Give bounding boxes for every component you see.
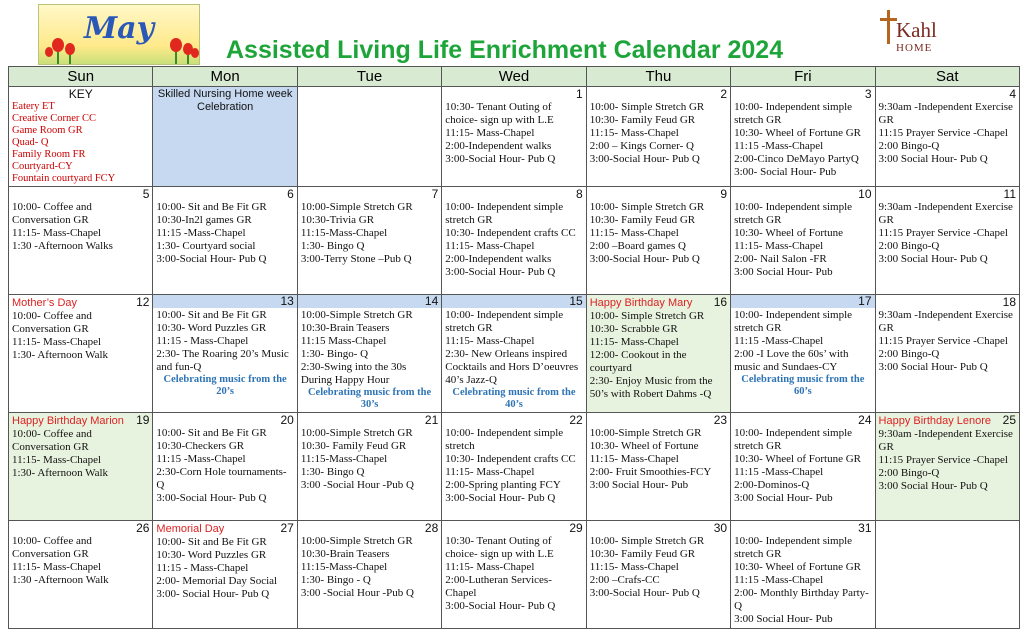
activity-line: 3:00 Social Hour- Pub (589, 479, 689, 491)
page-title: Assisted Living Life Enrichment Calendar 2024 (226, 36, 784, 64)
day-cell[interactable] (9, 413, 153, 521)
day-number: 31 (858, 521, 872, 535)
activity-line: 2:30- Enjoy Music from the 50’s with Robert Dahms -Q (589, 375, 713, 400)
activity-line: 3:00-Social Hour- Pub Q (589, 253, 700, 265)
activity-line: 2:00-Independent walks (445, 253, 552, 265)
activity-line: 2:00 Bingo-Q (878, 140, 940, 152)
activity-line: 2:30- New Orleans inspired Cocktails and Hors D’oeuvres 40’s Jazz-Q (445, 348, 579, 386)
activity-line: 9:30am -Independent Exercise GR (878, 428, 1013, 453)
activity-line: 10:30-Trivia GR (300, 214, 375, 226)
activity-line: 3:00 Social Hour- Pub Q (878, 153, 988, 165)
day-cell[interactable] (153, 187, 297, 295)
activity-line: 1:30- Bingo Q (300, 466, 365, 478)
activity-line: 2:00- Memorial Day Social (156, 575, 278, 587)
activity-line: 11:15 -Mass-Chapel (156, 453, 246, 465)
activity-line: 2:00-Independent walks (445, 140, 552, 152)
activity-line: 11:15-Mass-Chapel (300, 561, 388, 573)
day-cell[interactable] (586, 87, 730, 187)
logo-name: Kahl (896, 18, 937, 42)
day-number: 16 (713, 295, 728, 309)
weekday-header: Tue (297, 67, 441, 87)
day-note: Happy Birthday Lenore (878, 415, 992, 427)
activity-line: 10:00- Coffee and Conversation GR (12, 310, 92, 335)
day-header (590, 296, 727, 310)
day-number: 21 (424, 413, 439, 427)
key-item: Family Room FR (12, 149, 86, 160)
weekday-header: Fri (731, 67, 875, 87)
activity-line: 10:30- Wheel of Fortune GR (734, 127, 861, 139)
activity-line: 2:00 – Kings Corner- Q (589, 140, 694, 152)
activity-line: 10:30- Wheel of Fortune GR (734, 561, 861, 573)
activity-line: 2:30-Corn Hole tournaments-Q (156, 466, 287, 491)
activity-line: 10:30-Brain Teasers (300, 548, 390, 560)
day-cell[interactable] (442, 413, 586, 521)
day-number: 7 (431, 187, 439, 201)
activity-line: 2:00- Fruit Smoothies-FCY (589, 466, 712, 478)
day-cell[interactable] (875, 295, 1019, 413)
activity-line: 11:15- Mass-Chapel (734, 240, 824, 252)
key-item: Eatery ET (12, 101, 55, 112)
day-number: 28 (424, 521, 439, 535)
activity-line: 3:00-Social Hour- Pub Q (445, 600, 556, 612)
activity-line: 11:15 Prayer Service -Chapel (878, 454, 1008, 466)
activity-line: 11:15 -Mass-Chapel (734, 140, 824, 152)
day-number: 14 (298, 295, 441, 308)
activity-line: 2:00 –Board games Q (589, 240, 686, 252)
day-cell[interactable] (297, 187, 441, 295)
activity-line: 3:00-Social Hour- Pub Q (589, 587, 700, 599)
activity-line: 10:00- Independent simple stretch GR (734, 309, 853, 334)
activity-line: 2:00- Nail Salon -FR (734, 253, 827, 265)
day-cell[interactable] (586, 413, 730, 521)
day-cell[interactable] (442, 187, 586, 295)
activity-line: 10:30-In2l games GR (156, 214, 252, 226)
celebration-note: Celebrating music from the 30’s (307, 387, 432, 410)
day-number: 5 (142, 187, 150, 201)
activity-line: 11:15- Mass-Chapel (589, 336, 679, 348)
activity-line: 10:00- Sit and Be Fit GR (156, 536, 267, 548)
activity-line: 10:00- Sit and Be Fit GR (156, 427, 267, 439)
activity-line: 1:30 -Afternoon Walks (12, 240, 113, 252)
activity-line: 11:15- Mass-Chapel (445, 466, 535, 478)
activity-line: 11:15 -Mass-Chapel (734, 335, 824, 347)
activity-line: 2:00 -I Love the 60s’ with music and Sundaes-CY (734, 348, 849, 373)
activity-line: 10:00-Simple Stretch GR (300, 535, 413, 547)
day-number: 2 (720, 87, 728, 101)
activity-line: 1:30- Afternoon Walk (12, 467, 109, 479)
day-number: 26 (136, 521, 150, 535)
activity-line: 10:00- Independent simple stretch GR (734, 427, 853, 452)
day-header (12, 414, 149, 428)
activity-line: 10:30- Tenant Outing of choice- sign up with L.E (445, 101, 554, 126)
activity-line: 12:00- Cookout in the courtyard (589, 349, 687, 374)
day-cell[interactable] (731, 87, 875, 187)
activity-line: 9:30am -Independent Exercise GR (878, 201, 1013, 226)
activity-line: 1:30- Bingo- Q (300, 348, 369, 360)
day-number: 3 (864, 87, 872, 101)
activity-line: 11:15- Mass-Chapel (12, 336, 102, 348)
activity-line: 3:00-Terry Stone –Pub Q (300, 253, 412, 265)
activity-line: 10:30- Independent crafts CC (445, 227, 576, 239)
activity-line: 10:30- Family Feud GR (589, 214, 696, 226)
activity-line: 2:00-Lutheran Services-Chapel (445, 574, 552, 599)
activity-line: 10:00- Sit and Be Fit GR (156, 309, 267, 321)
day-number: 25 (1002, 413, 1016, 427)
activity-line: 3:00-Social Hour- Pub Q (156, 492, 267, 504)
day-cell[interactable] (586, 295, 730, 413)
activity-line: 10:30-Checkers GR (156, 440, 245, 452)
activity-line: 11:15- Mass-Chapel (445, 240, 535, 252)
activity-line: 3:00 Social Hour- Pub (734, 492, 833, 504)
activity-line: 10:00- Independent simple stretch GR (445, 201, 564, 226)
activity-line: 2:00-Spring planting FCY (445, 479, 561, 491)
day-cell[interactable] (153, 413, 297, 521)
calendar-grid (8, 66, 1020, 629)
day-number: 11 (1003, 187, 1016, 201)
activity-line: 11:15- Mass-Chapel (589, 453, 679, 465)
activity-line: 2:00 Bingo-Q (878, 240, 940, 252)
activity-line: 11:15- Mass-Chapel (589, 227, 679, 239)
activity-line: 3:00 Social Hour- Pub Q (878, 361, 988, 373)
activity-line: 1:30- Bingo Q (300, 240, 365, 252)
day-cell[interactable] (9, 187, 153, 295)
key-item: Creative Corner CC (12, 113, 96, 124)
activity-line: 10:00- Independent simple stretch GR (445, 309, 564, 334)
activity-line: 3:00-Social Hour- Pub Q (445, 492, 556, 504)
month-banner (38, 4, 200, 65)
activity-line: 10:00- Simple Stretch GR (589, 101, 705, 113)
activity-line: 1:30 -Afternoon Walk (12, 574, 109, 586)
activity-line: 10:00- Coffee and Conversation GR (12, 428, 92, 453)
day-cell[interactable] (586, 187, 730, 295)
day-number: 30 (713, 521, 728, 535)
activity-line: 11:15-Mass-Chapel (300, 453, 388, 465)
day-note: Memorial Day (156, 523, 225, 535)
activity-line: 10:00-Simple Stretch GR (300, 427, 413, 439)
day-cell[interactable] (9, 295, 153, 413)
activity-line: 11:15 - Mass-Chapel (156, 335, 249, 347)
activity-line: 10:30- Wheel of Fortune (589, 440, 699, 452)
day-number: 18 (1002, 295, 1016, 309)
activity-line: 10:00- Independent simple stretch GR (734, 101, 853, 126)
activity-line: 11:15-Mass-Chapel (300, 227, 388, 239)
activity-line: 11:15 -Mass-Chapel (156, 227, 246, 239)
day-cell[interactable] (875, 187, 1019, 295)
activity-line: 10:30- Wheel of Fortune GR (734, 453, 861, 465)
activity-line: 3:00 Social Hour- Pub (734, 266, 833, 278)
day-note: Happy Birthday Marion (12, 415, 124, 427)
day-cell[interactable] (731, 295, 875, 413)
day-cell[interactable] (875, 87, 1019, 187)
activity-line: 11:15- Mass-Chapel (589, 561, 679, 573)
day-cell[interactable] (731, 413, 875, 521)
activity-line: 10:00- Coffee and Conversation GR (12, 535, 92, 560)
empty-day-cell (875, 521, 1019, 629)
activity-line: 3:00-Social Hour- Pub Q (445, 153, 556, 165)
activity-line: 10:30- Word Puzzles GR (156, 549, 267, 561)
skilled-nursing-text: Skilled Nursing Home week Celebration (157, 88, 293, 113)
month-label: May (83, 11, 155, 46)
activity-line: 10:30- Tenant Outing of choice- sign up with L.E (445, 535, 554, 560)
activity-line: 2:30- The Roaring 20’s Music and fun-Q (156, 348, 289, 373)
activity-line: 11:15- Mass-Chapel (589, 127, 679, 139)
activity-line: 11:15 Mass-Chapel (300, 335, 387, 347)
activity-line: 2:00 Bingo-Q (878, 467, 940, 479)
day-number: 15 (442, 295, 585, 308)
activity-line: 10:00-Simple Stretch GR (589, 427, 702, 439)
day-cell[interactable] (153, 295, 297, 413)
activity-line: 2:30-Swing into the 30s During Happy Hour (300, 361, 407, 386)
activity-line: 3:00- Social Hour- Pub (734, 166, 837, 178)
activity-line: 10:30- Family Feud GR (589, 114, 696, 126)
activity-line: 10:30-Brain Teasers (300, 322, 390, 334)
activity-line: 10:30- Family Feud GR (589, 548, 696, 560)
day-number: 9 (720, 187, 728, 201)
activity-line: 3:00-Social Hour- Pub Q (445, 266, 556, 278)
activity-line: 10:30- Family Feud GR (300, 440, 407, 452)
activity-line: 10:00- Simple Stretch GR (589, 201, 705, 213)
activity-line: 9:30am -Independent Exercise GR (878, 101, 1013, 126)
activity-line: 3:00 -Social Hour -Pub Q (300, 479, 414, 491)
weekday-header: Sun (9, 67, 153, 87)
activity-line: 1:30- Afternoon Walk (12, 349, 109, 361)
activity-line: 10:00-Simple Stretch GR (300, 201, 413, 213)
skilled-nursing-banner (153, 87, 297, 187)
activity-line: 10:30- Wheel of Fortune (734, 227, 843, 239)
day-cell[interactable] (9, 521, 153, 629)
activity-line: 2:00 –Crafs-CC (589, 574, 660, 586)
activity-line: 3:00- Social Hour- Pub Q (156, 588, 270, 600)
day-cell[interactable] (297, 521, 441, 629)
weekday-header: Mon (153, 67, 297, 87)
day-number: 20 (280, 413, 294, 427)
activity-line: 10:00- Simple Stretch GR (589, 310, 705, 322)
activity-line: 2:00- Monthly Birthday Party-Q (734, 587, 869, 612)
activity-line: 11:15- Mass-Chapel (12, 227, 102, 239)
day-cell[interactable] (875, 413, 1019, 521)
activity-line: 3:00 Social Hour- Pub Q (878, 480, 988, 492)
activity-line: 2:00-Dominos-Q (734, 479, 810, 491)
activity-line: 10:30- Scrabble GR (589, 323, 678, 335)
day-number: 10 (858, 187, 872, 201)
day-number: 27 (280, 521, 294, 535)
day-cell[interactable] (731, 187, 875, 295)
day-header (156, 522, 293, 536)
key-cell (9, 87, 153, 187)
day-cell[interactable] (153, 521, 297, 629)
day-number: 29 (569, 521, 583, 535)
activity-line: 11:15- Mass-Chapel (12, 454, 102, 466)
activity-line: 11:15 Prayer Service -Chapel (878, 227, 1008, 239)
activity-line: 11:15 -Mass-Chapel (734, 466, 824, 478)
celebration-note: Celebrating music from the 20’s (163, 374, 287, 397)
day-number: 1 (576, 87, 583, 101)
day-cell[interactable] (442, 295, 586, 413)
activity-line: 10:00- Sit and Be Fit GR (156, 201, 267, 213)
activity-line: 9:30am -Independent Exercise GR (878, 309, 1013, 334)
activity-line: 10:30- Independent crafts CC (445, 453, 576, 465)
key-title: KEY (68, 87, 93, 101)
day-note: Happy Birthday Mary (589, 297, 693, 309)
activity-line: 2:00 Bingo-Q (878, 348, 940, 360)
weekday-header: Wed (442, 67, 586, 87)
activity-line: 10:00-Simple Stretch GR (300, 309, 413, 321)
key-item: Fountain courtyard FCY (12, 173, 116, 184)
activity-line: 10:00- Independent simple stretch GR (734, 535, 853, 560)
activity-line: 11:15 Prayer Service -Chapel (878, 127, 1008, 139)
day-cell[interactable] (442, 521, 586, 629)
day-number: 23 (713, 413, 728, 427)
celebration-note: Celebrating music from the 40’s (452, 387, 576, 410)
activity-line: 1:30- Bingo - Q (300, 574, 371, 586)
activity-line: 11:15- Mass-Chapel (12, 561, 102, 573)
day-number: 13 (153, 295, 296, 308)
activity-line: 11:15 Prayer Service -Chapel (878, 335, 1008, 347)
logo-subtitle: HOME (896, 42, 933, 54)
day-header (879, 414, 1016, 428)
activity-line: 3:00-Social Hour- Pub Q (156, 253, 267, 265)
activity-line: 11:15- Mass-Chapel (445, 335, 535, 347)
day-number: 4 (1009, 87, 1016, 101)
activity-line: 3:00 Social Hour- Pub (734, 613, 833, 625)
day-number: 17 (731, 295, 874, 308)
day-number: 8 (576, 187, 583, 201)
key-item: Game Room GR (12, 125, 83, 136)
activity-line: 10:00- Simple Stretch GR (589, 535, 705, 547)
day-number: 19 (136, 413, 150, 427)
activity-line: 10:00- Independent simple stretch GR (734, 201, 853, 226)
activity-line: 3:00 Social Hour- Pub Q (878, 253, 988, 265)
day-cell[interactable] (586, 521, 730, 629)
key-item: Courtyard-CY (12, 161, 73, 172)
activity-line: 10:00- Coffee and Conversation GR (12, 201, 92, 226)
weekday-header: Sat (875, 67, 1019, 87)
activity-line: 11:15- Mass-Chapel (445, 561, 535, 573)
day-number: 12 (136, 295, 150, 309)
weekday-header: Thu (586, 67, 730, 87)
day-cell[interactable] (731, 521, 875, 629)
day-cell[interactable] (442, 87, 586, 187)
day-number: 6 (287, 187, 294, 201)
activity-line: 2:00-Cinco DeMayo PartyQ (734, 153, 859, 165)
kahl-home-logo (876, 8, 948, 58)
empty-day-cell (297, 87, 441, 187)
activity-line: 1:30- Courtyard social (156, 240, 256, 252)
day-number: 22 (569, 413, 583, 427)
day-number: 24 (858, 413, 872, 427)
activity-line: 10:00- Independent simple stretch (445, 427, 564, 452)
day-note: Mother’s Day (12, 297, 78, 309)
celebration-note: Celebrating music from the 60’s (741, 374, 865, 397)
activity-line: 3:00-Social Hour- Pub Q (589, 153, 700, 165)
activity-line: 3:00 -Social Hour -Pub Q (300, 587, 414, 599)
day-cell[interactable] (297, 413, 441, 521)
day-cell[interactable] (297, 295, 441, 413)
key-item: Quad- Q (12, 137, 49, 148)
activity-line: 11:15 - Mass-Chapel (156, 562, 249, 574)
day-header (12, 296, 149, 310)
activity-line: 11:15 -Mass-Chapel (734, 574, 824, 586)
activity-line: 11:15- Mass-Chapel (445, 127, 535, 139)
activity-line: 10:30- Word Puzzles GR (156, 322, 267, 334)
